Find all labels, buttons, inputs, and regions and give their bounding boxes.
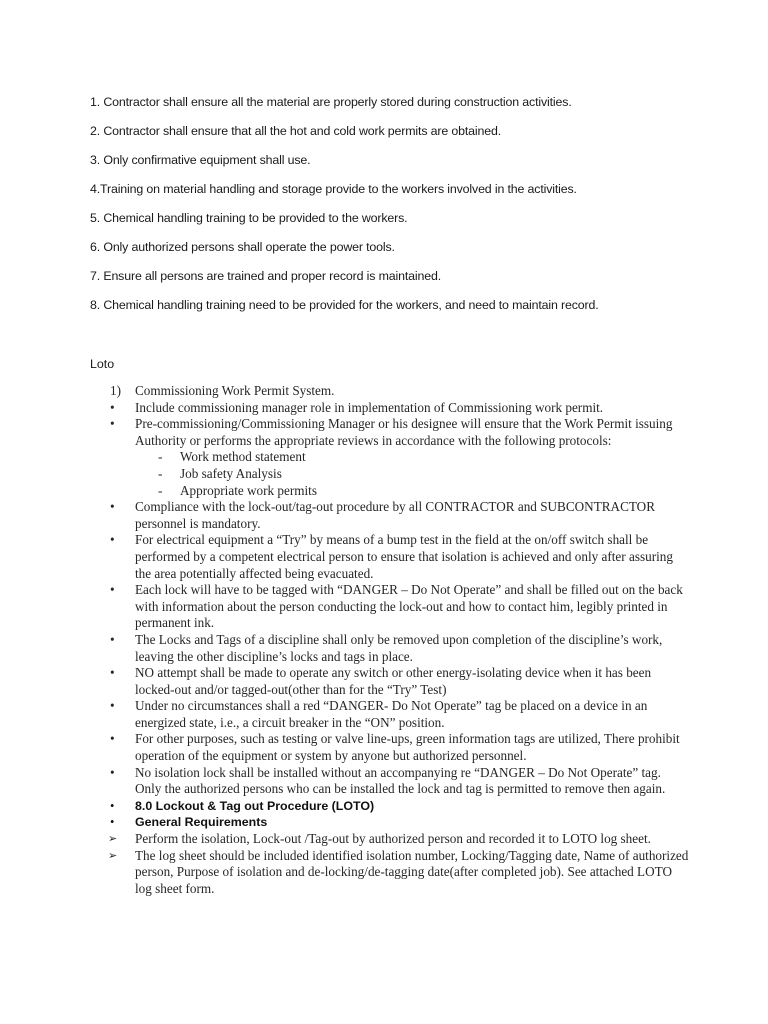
list-item-text: Include commissioning manager role in implementation of Commissioning work permit. (135, 399, 604, 415)
sub-list-item-text: Job safety Analysis (180, 465, 282, 481)
requirement-item: 5. Chemical handling training to be provided to the workers. (90, 211, 408, 225)
dash-icon: - (158, 482, 163, 498)
list-item-text: The log sheet should be included identified isolation number, Locking/Tagging date, Name of authorized person, Purpose of isolation and de-locking/de-tagging date(after completed job). See attached LOTO log sheet form. (135, 847, 689, 896)
requirement-item: 3. Only confirmative equipment shall use. (90, 153, 311, 167)
list-item (90, 383, 690, 400)
list-item-text: Pre-commissioning/Commissioning Manager or his designee will ensure that the Work Permit issuing Authority or performs the appropriate reviews in accordance with the following protocols: (135, 416, 673, 448)
bullet-icon: • (110, 764, 115, 780)
list-item (90, 731, 690, 764)
list-item-text: The Locks and Tags of a discipline shall only be removed upon completion of the discipline’s work, leaving the other discipline’s locks and tags in place. (135, 631, 663, 664)
subheading: General Requirements (135, 815, 268, 830)
requirement-item: 4.Training on material handling and storage provide to the workers involved in the activities. (90, 182, 577, 196)
loto-heading: Loto (90, 357, 115, 371)
bullet-icon: • (110, 815, 115, 830)
list-item (90, 416, 690, 449)
dash-icon: - (158, 449, 163, 465)
sub-list-item (90, 483, 690, 500)
subheading-item (90, 814, 690, 831)
bullet-icon: • (110, 731, 115, 747)
list-item (90, 765, 690, 798)
list-item-text: NO attempt shall be made to operate any switch or other energy-isolating device when it has been locked-out and/or tagged-out(other than for the “Try” Test) (135, 665, 652, 697)
list-item (90, 582, 690, 632)
bullet-icon: • (110, 399, 115, 415)
dash-icon: - (158, 465, 163, 481)
list-item-text: Perform the isolation, Lock-out /Tag-out by authorized person and recorded it to LOTO log sheet. (135, 831, 651, 847)
list-item-text: For electrical equipment a “Try” by means of a bump test in the field at the on/off switch shall be performed by a competent electrical person to ensure that isolation is achieved and only after assuring the area potentially affected being evacuated. (135, 532, 673, 581)
list-item-text: For other purposes, such as testing or valve line-ups, green information tags are utilized, There prohibit operation of the equipment or system by anyone but authorized personnel. (135, 731, 680, 764)
requirement-item: 2. Contractor shall ensure that all the hot and cold work permits are obtained. (90, 124, 502, 138)
requirement-item: 7. Ensure all persons are trained and proper record is maintained. (90, 269, 442, 283)
arrow-bullet-icon: ➢ (108, 849, 118, 862)
section-heading: 8.0 Lockout & Tag out Procedure (LOTO) (135, 798, 375, 813)
list-item (90, 632, 690, 665)
bullet-icon: • (110, 582, 115, 598)
list-item (90, 499, 690, 532)
bullet-icon: • (110, 798, 115, 813)
requirement-item: 8. Chemical handling training need to be provided for the workers, and need to maintain record. (90, 298, 599, 312)
sub-list-item-text: Work method statement (180, 449, 306, 465)
sub-list-item (90, 449, 690, 466)
list-item (90, 698, 690, 731)
loto-list (90, 383, 690, 897)
section-heading-item (90, 798, 690, 815)
list-item-text: Commissioning Work Permit System. (135, 383, 335, 398)
requirement-item: 1. Contractor shall ensure all the material are properly stored during construction activities. (90, 95, 572, 109)
bullet-icon: • (110, 532, 115, 548)
item-number: 1) (110, 383, 121, 398)
arrow-list-item (90, 848, 690, 898)
list-item (90, 665, 690, 698)
sub-list-item-text: Appropriate work permits (180, 482, 317, 498)
bullet-icon: • (110, 665, 115, 681)
bullet-icon: • (110, 416, 115, 432)
list-item (90, 532, 690, 582)
numbered-requirements-list (90, 93, 730, 325)
bullet-icon: • (110, 631, 115, 647)
bullet-icon: • (110, 698, 115, 714)
list-item-text: Under no circumstances shall a red “DANGER- Do Not Operate” tag be placed on a device in an energized state, i.e., a circuit breaker in the “ON” position. (135, 698, 648, 730)
list-item-text: Each lock will have to be tagged with “DANGER – Do Not Operate” and shall be filled out on the back with information about the person conducting the lock-out and how to contact him, legibly printed in permanent ink. (135, 582, 683, 631)
list-item-text: Compliance with the lock-out/tag-out procedure by all CONTRACTOR and SUBCONTRACTOR personnel is mandatory. (135, 499, 655, 531)
arrow-list-item (90, 831, 690, 848)
arrow-bullet-icon: ➢ (108, 833, 118, 846)
sub-list-item (90, 466, 690, 483)
requirement-item: 6. Only authorized persons shall operate the power tools. (90, 240, 395, 254)
list-item-text: No isolation lock shall be installed without an accompanying re “DANGER – Do Not Operate” tag. Only the authorized persons who can be installed the lock and tag is permitted to remove then again. (135, 764, 666, 797)
bullet-icon: • (110, 499, 115, 515)
list-item (90, 400, 690, 417)
